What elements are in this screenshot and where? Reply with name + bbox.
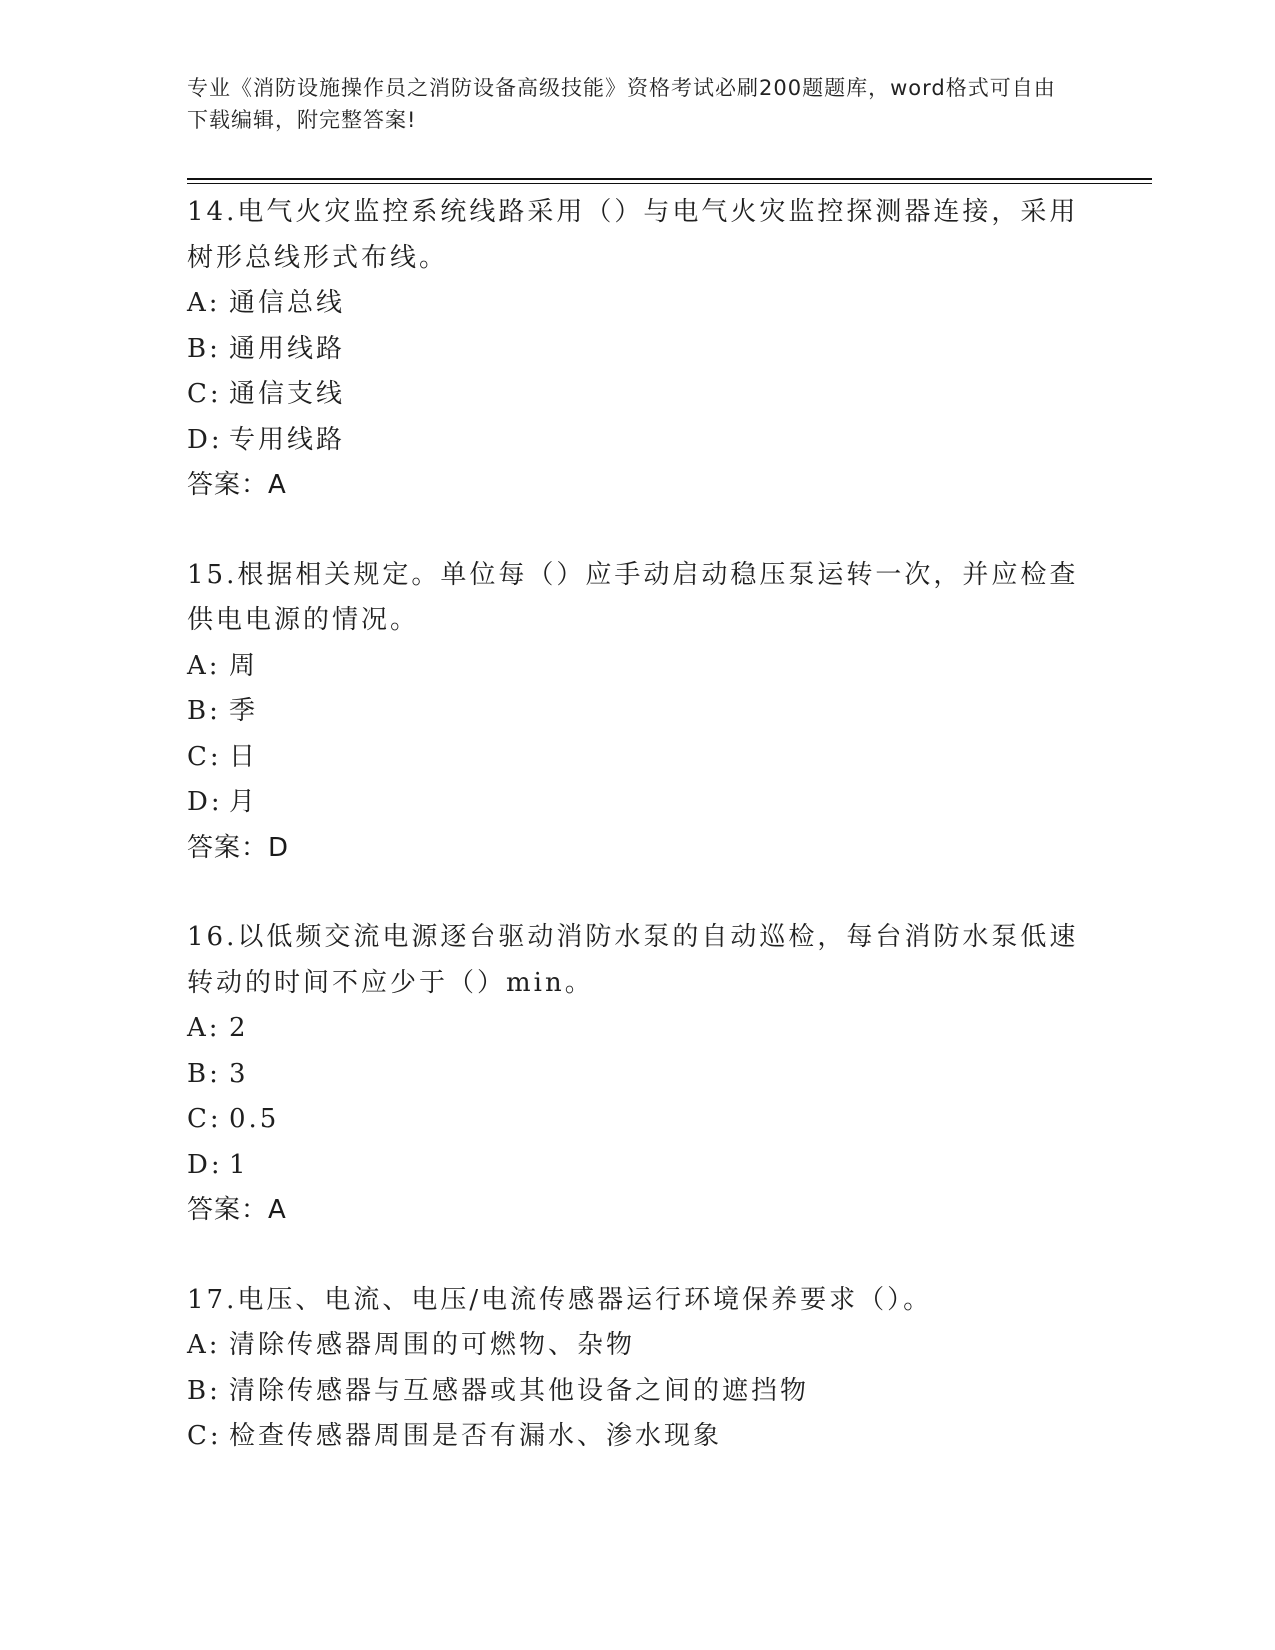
option-c bbox=[187, 1414, 1087, 1460]
option-key: B: bbox=[187, 696, 221, 726]
option-key: C: bbox=[187, 1421, 222, 1451]
question-stem: 15.根据相关规定。单位每（）应手动启动稳压泵运转一次，并应检查供电电源的情况。 bbox=[187, 559, 1079, 635]
header-divider-thick bbox=[187, 178, 1152, 180]
option-key: C: bbox=[187, 1104, 222, 1134]
question-stem: 16.以低频交流电源逐台驱动消防水泵的自动巡检，每台消防水泵低速转动的时间不应少于（）min。 bbox=[187, 922, 1079, 998]
question-14 bbox=[187, 190, 1087, 509]
question-list bbox=[187, 190, 1087, 1460]
option-a bbox=[187, 281, 1087, 327]
option-key: A: bbox=[187, 1330, 221, 1360]
option-b bbox=[187, 1369, 1087, 1415]
option-text: 通信总线 bbox=[229, 288, 346, 318]
option-text: 2 bbox=[229, 1013, 249, 1043]
option-key: D: bbox=[187, 787, 223, 817]
answer-line: 答案：D bbox=[187, 832, 290, 863]
option-key: D: bbox=[187, 1149, 223, 1180]
option-d bbox=[187, 780, 1087, 826]
option-text: 专用线路 bbox=[229, 424, 346, 455]
option-text: 清除传感器周围的可燃物、杂物 bbox=[229, 1330, 636, 1360]
option-text: 1 bbox=[229, 1149, 249, 1180]
option-b bbox=[187, 689, 1087, 735]
option-text: 3 bbox=[229, 1058, 249, 1089]
question-stem: 17.电压、电流、电压/电流传感器运行环境保养要求（）。 bbox=[187, 1284, 933, 1315]
option-text: 季 bbox=[229, 696, 259, 726]
option-b bbox=[187, 327, 1087, 373]
option-d bbox=[187, 1143, 1087, 1189]
question-spacer bbox=[187, 509, 1087, 553]
option-a bbox=[187, 1323, 1087, 1369]
option-key: A: bbox=[187, 650, 221, 681]
option-text: 日 bbox=[229, 741, 259, 772]
option-a bbox=[187, 1006, 1087, 1052]
document-header: 专业《消防设施操作员之消防设备高级技能》资格考试必刷200题题库，word格式可自由下载编辑，附完整答案! bbox=[187, 76, 1056, 132]
option-text: 通用线路 bbox=[229, 333, 346, 364]
question-15 bbox=[187, 553, 1087, 872]
option-c bbox=[187, 735, 1087, 781]
option-text: 月 bbox=[229, 787, 259, 817]
option-text: 通信支线 bbox=[229, 379, 346, 409]
answer-line: 答案：A bbox=[187, 1195, 287, 1225]
option-key: B: bbox=[187, 333, 221, 364]
question-stem: 14.电气火灾监控系统线路采用（）与电气火灾监控探测器连接，采用树形总线形式布线。 bbox=[187, 197, 1079, 273]
option-text: 周 bbox=[229, 650, 259, 681]
question-17 bbox=[187, 1278, 1087, 1460]
question-spacer bbox=[187, 871, 1087, 915]
option-key: B: bbox=[187, 1375, 221, 1406]
option-key: C: bbox=[187, 741, 222, 772]
question-spacer bbox=[187, 1234, 1087, 1278]
option-key: D: bbox=[187, 424, 223, 455]
option-text: 0.5 bbox=[229, 1104, 280, 1134]
option-d bbox=[187, 418, 1087, 464]
option-text: 检查传感器周围是否有漏水、渗水现象 bbox=[229, 1421, 723, 1451]
option-text: 清除传感器与互感器或其他设备之间的遮挡物 bbox=[229, 1375, 810, 1406]
question-16 bbox=[187, 915, 1087, 1234]
option-key: B: bbox=[187, 1058, 221, 1089]
option-b bbox=[187, 1052, 1087, 1098]
option-key: A: bbox=[187, 288, 221, 318]
header-divider-thin bbox=[187, 183, 1152, 184]
option-a bbox=[187, 644, 1087, 690]
option-c bbox=[187, 1097, 1087, 1143]
option-key: A: bbox=[187, 1013, 221, 1043]
option-c bbox=[187, 372, 1087, 418]
option-key: C: bbox=[187, 379, 222, 409]
answer-line: 答案：A bbox=[187, 470, 287, 500]
